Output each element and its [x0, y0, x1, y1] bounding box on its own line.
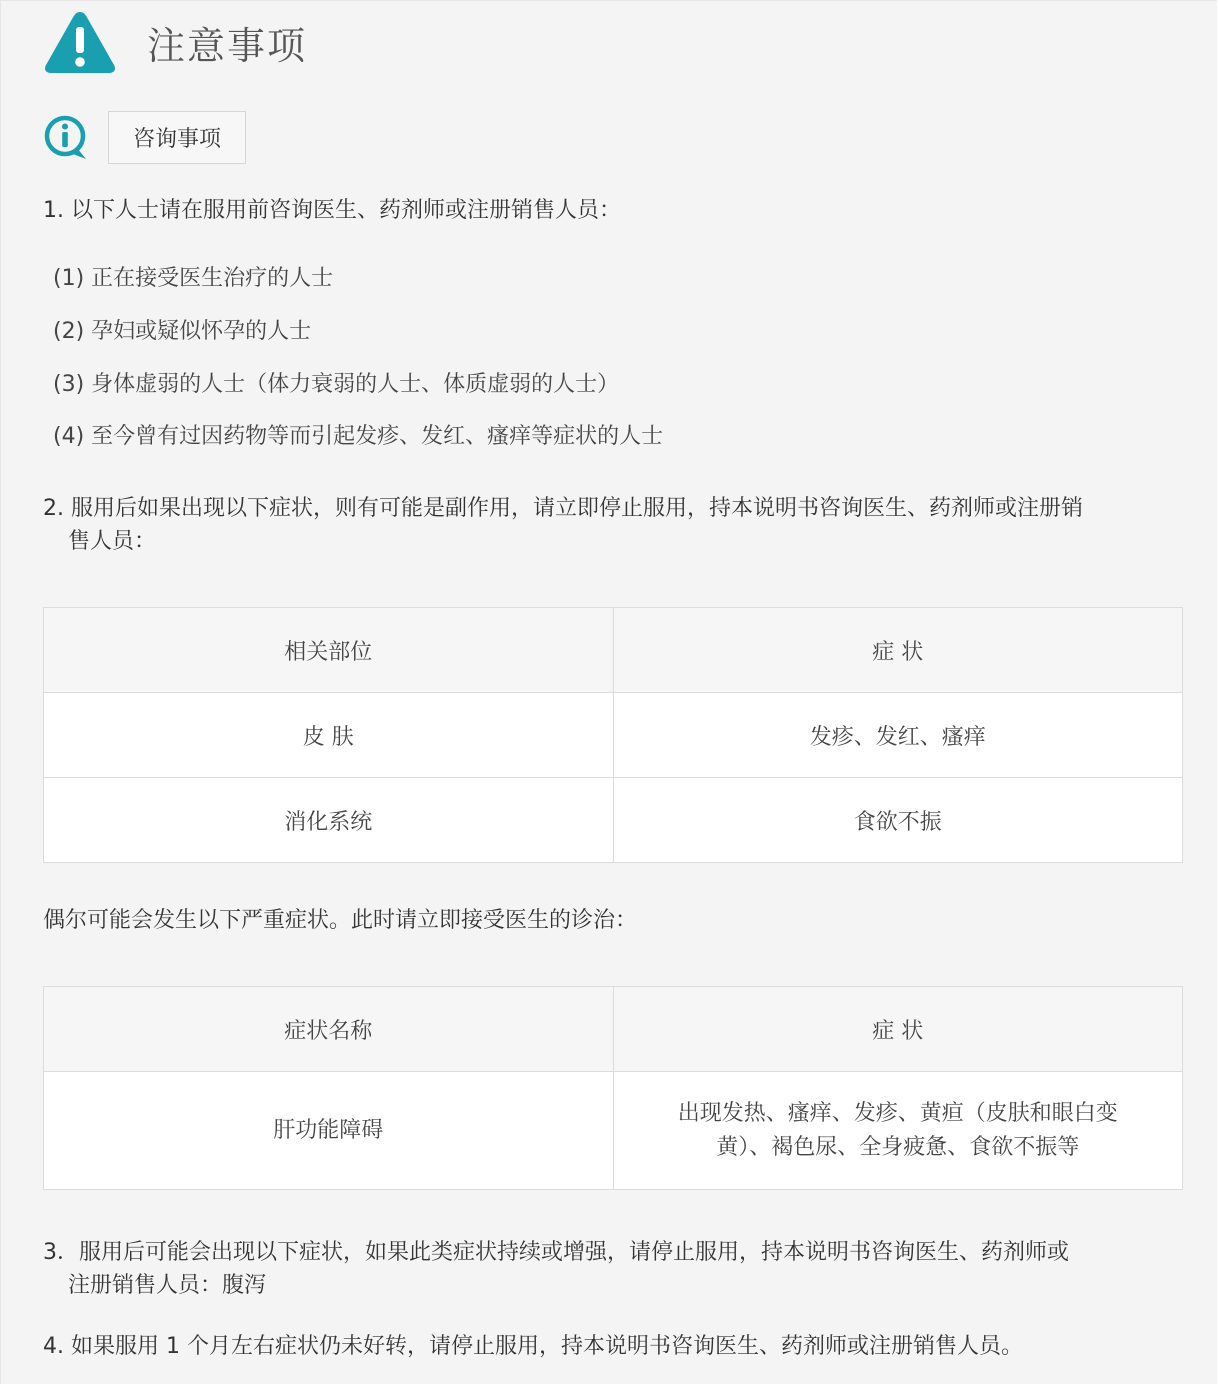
consult-tab-button[interactable]: 咨询事项 — [108, 111, 246, 164]
table-cell-area: 消化系统 — [44, 778, 614, 863]
section3-line2: 注册销售人员：腹泻 — [68, 1273, 267, 1298]
table-cell-name: 肝功能障碍 — [44, 1072, 614, 1190]
side-effects-table — [43, 607, 1183, 863]
table-header-row — [44, 608, 1183, 693]
table-cell-symptom: 食欲不振 — [613, 778, 1183, 863]
section1-heading: 1. 以下人士请在服用前咨询医生、药剂师或注册销售人员： — [43, 198, 621, 223]
section3-line1: 服用后可能会出现以下症状，如果此类症状持续或增强，请停止服用，持本说明书咨询医生、药剂师或 — [79, 1240, 1070, 1265]
section2-line1: 服用后如果出现以下症状，则有可能是副作用，请立即停止服用，持本说明书咨询医生、药剂师或注册销 — [70, 496, 1083, 521]
section2-number: 2. — [43, 496, 71, 521]
section1-item: (1) 正在接受医生治疗的人士 — [53, 266, 334, 291]
table-cell-symptom-text: 出现发热、瘙痒、发疹、黄疸（皮肤和眼白变黄）、褐色尿、全身疲惫、食欲不振等 — [677, 1100, 1118, 1160]
section3-number: 3． — [43, 1240, 79, 1265]
consult-row — [43, 111, 246, 164]
column-header-area: 相关部位 — [44, 608, 614, 693]
column-header-name: 症状名称 — [44, 987, 614, 1072]
table-cell-symptom — [613, 1072, 1183, 1190]
page-title: 注意事项 — [147, 23, 308, 68]
table-row — [44, 1072, 1183, 1190]
serious-symptoms-note: 偶尔可能会发生以下严重症状。此时请立即接受医生的诊治： — [43, 908, 638, 933]
section1-item: (2) 孕妇或疑似怀孕的人士 — [53, 319, 312, 344]
column-header-symptom: 症 状 — [613, 608, 1183, 693]
page-header — [43, 9, 307, 75]
table-cell-symptom: 发疹、发红、瘙痒 — [613, 693, 1183, 778]
section2-paragraph — [43, 492, 1183, 558]
warning-triangle-icon — [43, 9, 117, 75]
section1-item: (3) 身体虚弱的人士（体力衰弱的人士、体质虚弱的人士） — [53, 372, 620, 397]
table-cell-area: 皮 肤 — [44, 693, 614, 778]
column-header-symptom: 症 状 — [613, 987, 1183, 1072]
table-header-row — [44, 987, 1183, 1072]
table-row — [44, 693, 1183, 778]
serious-symptoms-table — [43, 986, 1183, 1190]
section4-paragraph: 4. 如果服用 1 个月左右症状仍未好转，请停止服用，持本说明书咨询医生、药剂师或注册销售人员。 — [43, 1334, 1023, 1359]
section1-item: (4) 至今曾有过因药物等而引起发疹、发红、瘙痒等症状的人士 — [53, 424, 664, 449]
table-row — [44, 778, 1183, 863]
section3-paragraph — [43, 1236, 1183, 1302]
section2-line2: 售人员： — [68, 529, 157, 554]
info-chat-icon — [43, 114, 89, 162]
